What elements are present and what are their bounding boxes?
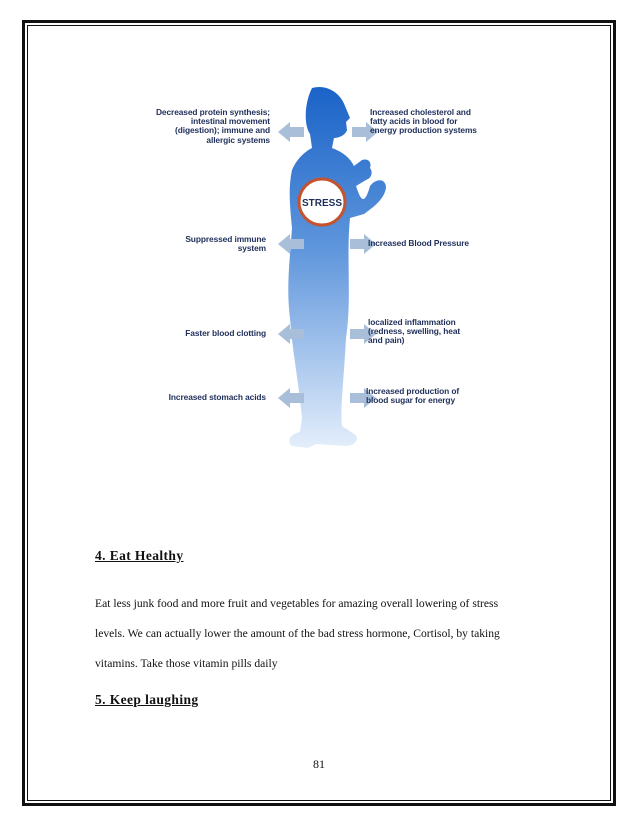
stress-body-diagram xyxy=(140,78,510,468)
paragraph-line-2: levels. We can actually lower the amount of the bad stress hormone, Cortisol, by taking xyxy=(95,627,500,640)
paragraph-line-1: Eat less junk food and more fruit and vegetables for amazing overall lowering of stress xyxy=(95,597,499,610)
section-heading-eat-healthy: 4. Eat Healthy xyxy=(95,548,184,563)
effect-inflammation: localized inflammation (redness, swelling, heat and pain) xyxy=(368,317,461,346)
page-number: 81 xyxy=(313,757,325,771)
stress-center-label: STRESS xyxy=(301,198,343,209)
effect-suppressed-immune: Suppressed immune system xyxy=(185,234,266,254)
paragraph-line-3: vitamins. Take those vitamin pills daily xyxy=(95,657,278,670)
effect-blood-sugar: Increased production of blood sugar for energy xyxy=(366,386,460,406)
effect-blood-pressure: Increased Blood Pressure xyxy=(368,238,469,248)
effect-protein-synthesis: Decreased protein synthesis; intestinal movement (digestion); immune and allergic systems xyxy=(155,107,270,145)
arrow-left-1 xyxy=(278,122,304,142)
section-heading-keep-laughing: 5. Keep laughing xyxy=(95,692,199,707)
effect-cholesterol: Increased cholesterol and fatty acids in blood for energy production systems xyxy=(370,107,477,136)
effect-blood-clotting: Faster blood clotting xyxy=(185,328,266,338)
effect-stomach-acids: Increased stomach acids xyxy=(168,392,266,402)
